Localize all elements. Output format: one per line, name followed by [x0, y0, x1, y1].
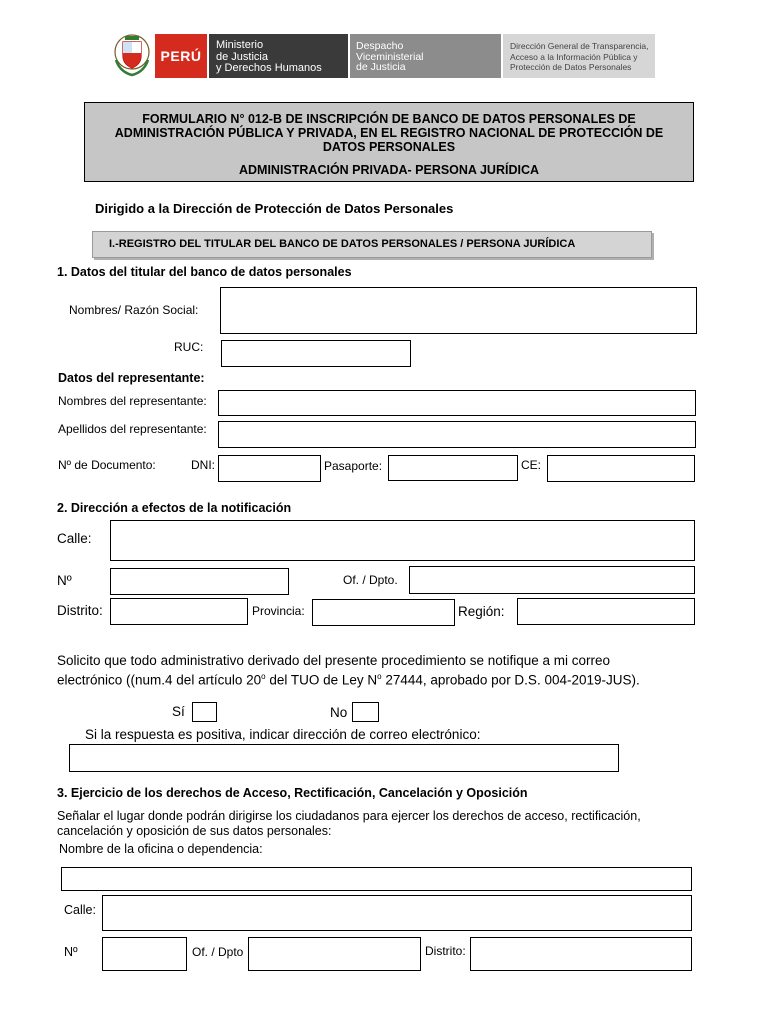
s3-distrito-field[interactable]	[470, 937, 692, 971]
s3-oficina-field[interactable]	[248, 937, 421, 971]
distrito-field[interactable]	[110, 598, 248, 625]
provincia-field[interactable]	[312, 599, 455, 626]
email-field[interactable]	[69, 744, 619, 772]
section1-heading: 1. Datos del titular del banco de datos personales	[57, 265, 352, 279]
peru-brand-badge: PERÚ	[155, 34, 207, 78]
nombres-label: Nombres/ Razón Social:	[69, 303, 199, 317]
no-label: No	[330, 705, 348, 720]
region-label: Región:	[458, 604, 505, 619]
s3-calle-label: Calle:	[64, 903, 96, 917]
dni-field[interactable]	[218, 455, 321, 482]
ruc-label: RUC:	[174, 340, 204, 354]
rep-apellidos-field[interactable]	[218, 421, 696, 448]
email-prompt: Si la respuesta es positiva, indicar dirección de correo electrónico:	[85, 727, 481, 742]
si-checkbox[interactable]	[192, 702, 217, 722]
notify-request-text: Solicito que todo administrativo derivado del presente procedimiento se notifique a mi correo electrónico ((num.4 del artículo 20$^o$ del TUO de Ley $N^o$ 27444, aprobado por D.S. 004-2019-JUS).	[57, 653, 640, 688]
no-checkbox[interactable]	[352, 702, 379, 722]
nombres-razon-social-field[interactable]	[220, 287, 697, 334]
form-title-box	[84, 102, 694, 182]
s3-numero-field[interactable]	[102, 937, 187, 971]
s3-distrito-label: Distrito:	[425, 944, 466, 958]
rep-apellidos-label: Apellidos del representante:	[58, 422, 207, 436]
calle-field[interactable]	[110, 520, 695, 561]
pasaporte-label: Pasaporte:	[324, 459, 383, 473]
ministerio-badge: Ministerio de Justicia y Derechos Humanos	[209, 34, 348, 78]
rep-nombres-label: Nombres del representante:	[58, 394, 207, 408]
direccion-badge: Dirección General de Transparencia, Acceso a la Información Pública y Protección de Datos Personales	[503, 34, 655, 78]
section3-description: Señalar el lugar donde podrán dirigirse los ciudadanos para ejercer los derechos de acceso, rectificación, cancelación y oposición de sus datos personales:	[57, 809, 641, 838]
section3-heading: 3. Ejercicio de los derechos de Acceso, Rectificación, Cancelación y Oposición	[57, 786, 528, 800]
addressed-to: Dirigido a la Dirección de Protección de Datos Personales	[95, 201, 454, 216]
pasaporte-field[interactable]	[388, 455, 518, 481]
representative-heading: Datos del representante:	[58, 371, 205, 385]
rep-nombres-field[interactable]	[218, 390, 696, 416]
section-bar: I.-REGISTRO DEL TITULAR DEL BANCO DE DATOS PERSONALES / PERSONA JURÍDICA	[92, 231, 652, 258]
provincia-label: Provincia:	[252, 604, 305, 618]
dni-label: DNI:	[191, 458, 215, 472]
oficina-nombre-field[interactable]	[61, 867, 692, 891]
calle-label: Calle:	[57, 531, 92, 546]
coat-of-arms-icon	[112, 32, 152, 78]
region-field[interactable]	[517, 598, 695, 625]
ce-field[interactable]	[547, 455, 695, 482]
section2-heading: 2. Dirección a efectos de la notificación	[57, 501, 292, 515]
despacho-badge: Despacho Viceministerial de Justicia	[350, 34, 501, 78]
numero-field[interactable]	[110, 568, 289, 595]
form-title: FORMULARIO N° 012-B DE INSCRIPCIÓN DE BANCO DE DATOS PERSONALES DE ADMINISTRACIÓN PÚBLICA Y PRIVADA, EN EL REGISTRO NACIONAL DE PROTECCIÓN DE DATOS PERSONALES	[114, 112, 664, 154]
si-label: Sí	[172, 704, 185, 719]
distrito-label: Distrito:	[57, 603, 103, 618]
s3-numero-label: Nº	[64, 945, 78, 959]
numero-label: Nº	[57, 573, 72, 588]
ce-label: CE:	[521, 458, 542, 472]
oficina-nombre-label: Nombre de la oficina o dependencia:	[59, 842, 263, 856]
ruc-field[interactable]	[221, 340, 411, 367]
oficina-dpto-field[interactable]	[409, 566, 695, 594]
form-subtitle: ADMINISTRACIÓN PRIVADA- PERSONA JURÍDICA	[238, 163, 539, 177]
s3-oficina-label: Of. / Dpto	[192, 945, 244, 959]
oficina-dpto-label: Of. / Dpto.	[343, 573, 398, 587]
doc-number-label: Nº de Documento:	[58, 458, 156, 472]
s3-calle-field[interactable]	[102, 895, 692, 931]
